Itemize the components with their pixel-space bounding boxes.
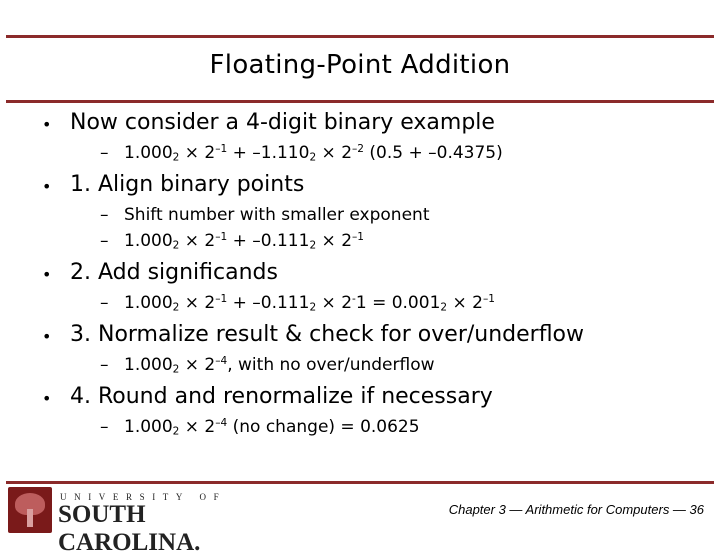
sub-bullet-item [100,202,700,228]
bullet-group [42,320,700,378]
bullet-text: 4. Round and renormalize if necessary [70,384,493,409]
dash-icon: – [100,417,109,437]
bullet-text: 1. Align binary points [70,172,305,197]
bullet-dot-icon: • [42,327,52,346]
footer-rule [6,481,714,484]
sub-bullet-item [100,352,700,378]
bullet-group [42,258,700,316]
sub-bullet-text: $1.000_2 \times 2^{-4}$, with no over/underflow [124,355,435,376]
bullet-group [42,170,700,254]
bullet-group [42,382,700,440]
logo-line1: UNIVERSITY OF [60,492,227,502]
bullet-item [42,108,700,140]
sub-bullet-item [100,140,700,166]
bullet-item [42,258,700,290]
bullet-text: 3. Normalize result & check for over/underflow [70,322,585,347]
bullet-item [42,320,700,352]
sub-bullet-text: Shift number with smaller exponent [124,205,430,225]
university-logo [8,487,248,556]
sub-bullet-item [100,290,700,316]
sub-bullet-text: $1.000_2 \times 2^{-1} + -1.110_2 \times 2^{-2}$ (0.5 + –0.4375) [124,143,503,164]
dash-icon: – [100,143,109,163]
dash-icon: – [100,231,109,251]
sub-bullet-text: $1.000_2 \times 2^{-1} + -0.111_2 \times 2^{-1}$ [124,231,364,252]
palmetto-seal-icon [8,487,52,533]
logo-line2: SOUTH CAROLINA. [58,501,201,556]
bullet-item [42,170,700,202]
title-rule [6,100,714,103]
sub-bullet-text: $1.000_2 \times 2^{-1} + -0.111_2 \times 2^-1 = 0.001_2 \times 2^{-1}$ [124,293,495,314]
bullet-dot-icon: • [42,177,52,196]
bullet-list [42,108,700,444]
footer-text: Chapter 3 — Arithmetic for Computers — 36 [448,502,704,517]
bullet-group [42,108,700,166]
bullet-dot-icon: • [42,389,52,408]
top-rule [6,35,714,38]
sub-bullet-item [100,414,700,440]
dash-icon: – [100,205,109,225]
bullet-item [42,382,700,414]
bullet-dot-icon: • [42,115,52,134]
slide-title: Floating-Point Addition [209,50,511,80]
dash-icon: – [100,355,109,375]
bullet-text: 2. Add significands [70,260,278,285]
bullet-dot-icon: • [42,265,52,284]
sub-bullet-text: $1.000_2 \times 2^{-4}$ (no change) = 0.0625 [124,417,420,438]
sub-bullet-item [100,228,700,254]
dash-icon: – [100,293,109,313]
bullet-text: Now consider a 4-digit binary example [70,110,495,135]
